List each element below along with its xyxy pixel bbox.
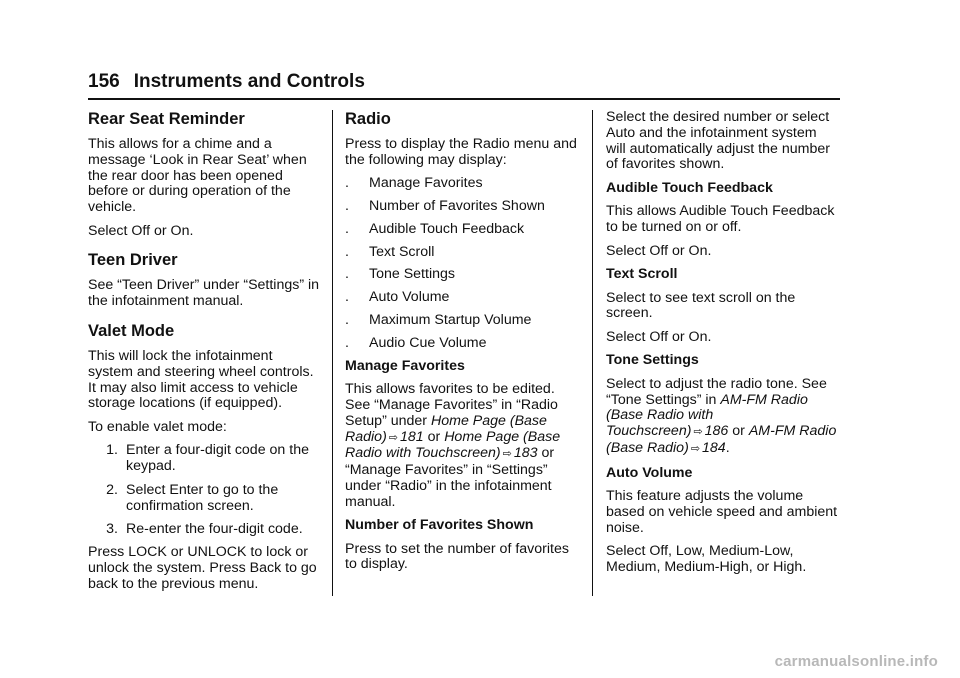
list-item	[345, 222, 577, 238]
list-item-text: Tone Settings	[369, 266, 455, 283]
link-am-fm-touchscreen[interactable]: AM-FM Radio (Base Radio with Touchscreen)	[606, 391, 808, 440]
page-number: 156	[88, 71, 120, 92]
page-ref-183[interactable]: 183	[513, 445, 538, 462]
tone-settings-text	[606, 377, 838, 458]
list-item	[345, 199, 577, 215]
step-text: Select Enter to go to the confirmation screen.	[126, 481, 279, 514]
column-divider-1	[332, 110, 333, 596]
text-run: or	[423, 428, 445, 445]
valet-mode-text: This will lock the infotainment system and steering wheel controls. It may also limit access to vehicle storage locations (if equipped).	[88, 348, 314, 412]
audible-feedback-title: Audible Touch Feedback	[606, 179, 773, 196]
rear-seat-heading: Rear Seat Reminder	[88, 110, 245, 128]
step-number: 2.	[106, 481, 118, 498]
valet-steps-list	[88, 443, 320, 537]
manage-favorites-title: Manage Favorites	[345, 357, 465, 374]
valet-enable-text: To enable valet mode:	[88, 418, 227, 435]
text-run: or “Manage Favorites” in “Settings” under “Radio” in the infotainment manual.	[345, 445, 555, 510]
bullet: .	[345, 198, 349, 215]
bullet: .	[345, 266, 349, 283]
bullet: .	[345, 334, 349, 351]
list-item-text: Maximum Startup Volume	[369, 312, 532, 329]
text-scroll-select: Select Off or On.	[606, 328, 712, 345]
teen-driver-text: See “Teen Driver” under “Settings” in the infotainment manual.	[88, 277, 320, 310]
list-item-text: Auto Volume	[369, 289, 450, 306]
link-home-page-base-radio[interactable]: Home Page (Base Radio)	[345, 412, 547, 445]
watermark: carmanualsonline.info	[774, 653, 938, 670]
page-ref-arrow-icon: ⇨	[388, 431, 399, 444]
list-item	[88, 522, 320, 538]
bullet: .	[345, 312, 349, 329]
auto-volume-title: Auto Volume	[606, 464, 693, 481]
list-item	[88, 483, 320, 515]
valet-lock-text: Press LOCK or UNLOCK to lock or unlock the system. Press Back to go back to the previous menu.	[88, 544, 317, 593]
radio-menu-list	[345, 176, 577, 351]
list-item-text: Text Scroll	[369, 243, 435, 260]
number-favorites-text: Press to set the number of favorites to display.	[345, 540, 569, 573]
page-header	[88, 71, 365, 93]
link-am-fm-base-radio[interactable]: AM-FM Radio (Base Radio)	[606, 423, 837, 457]
auto-volume-text: This feature adjusts the volume based on vehicle speed and ambient noise.	[606, 488, 838, 536]
column-3	[606, 110, 838, 583]
radio-heading: Radio	[345, 110, 391, 128]
list-item	[345, 313, 577, 329]
audible-feedback-text: This allows Audible Touch Feedback to be turned on or off.	[606, 203, 835, 236]
page-ref-arrow-icon: ⇨	[502, 448, 512, 461]
step-number: 1.	[106, 442, 118, 459]
rear-seat-text: This allows for a chime and a message ‘Look in Rear Seat’ when the rear door has been opened before or during operation of the vehicle.	[88, 136, 307, 216]
teen-driver-heading: Teen Driver	[88, 251, 178, 270]
page-ref-184[interactable]: 184	[702, 440, 726, 457]
valet-mode-heading: Valet Mode	[88, 322, 175, 341]
list-item	[345, 336, 577, 352]
bullet: .	[345, 220, 349, 237]
page-ref-186[interactable]: 186	[704, 423, 729, 440]
bullet: .	[345, 175, 349, 192]
list-item	[88, 443, 320, 475]
chapter-title: Instruments and Controls	[133, 71, 365, 92]
page-ref-arrow-icon: ⇨	[693, 426, 703, 439]
radio-intro: Press to display the Radio menu and the following may display:	[345, 136, 577, 168]
column-divider-2	[592, 110, 593, 596]
text-scroll-title: Text Scroll	[606, 266, 678, 283]
tone-settings-title: Tone Settings	[606, 352, 699, 369]
auto-volume-select: Select Off, Low, Medium-Low, Medium, Medium-High, or High.	[606, 543, 807, 575]
step-text: Re-enter the four-digit code.	[126, 520, 303, 537]
list-item-text: Number of Favorites Shown	[369, 198, 545, 215]
manage-favorites-text	[345, 382, 577, 510]
audible-feedback-select: Select Off or On.	[606, 242, 712, 259]
list-item	[345, 290, 577, 306]
header-rule	[88, 98, 840, 100]
list-item-text: Audible Touch Feedback	[369, 220, 525, 237]
bullet: .	[345, 289, 349, 306]
rear-seat-select: Select Off or On.	[88, 222, 194, 239]
column-2	[345, 110, 577, 581]
page-ref-arrow-icon: ⇨	[690, 443, 701, 456]
page-ref-181[interactable]: 181	[400, 428, 424, 445]
list-item-text: Audio Cue Volume	[369, 334, 487, 351]
number-favorites-title: Number of Favorites Shown	[345, 517, 534, 534]
list-item	[345, 267, 577, 283]
text-run: Select to adjust the radio tone. See “Tone Settings” in	[606, 375, 827, 408]
list-item	[345, 245, 577, 261]
link-home-page-touchscreen[interactable]: Home Page (Base Radio with Touchscreen)	[345, 428, 561, 462]
list-item-text: Manage Favorites	[369, 175, 483, 192]
text-run: or	[728, 423, 749, 440]
text-scroll-text: Select to see text scroll on the screen.	[606, 289, 796, 322]
bullet: .	[345, 243, 349, 260]
column-1	[88, 110, 320, 601]
text-run: .	[725, 440, 730, 457]
number-favorites-continued: Select the desired number or select Auto and the infotainment system will automatically adjust the number of favorites shown.	[606, 109, 830, 173]
step-text: Enter a four-digit code on the keypad.	[126, 442, 309, 475]
list-item	[345, 176, 577, 192]
text-run: This allows favorites to be edited. See “Manage Favorites” in “Radio Setup” under	[345, 381, 558, 429]
step-number: 3.	[106, 520, 118, 537]
